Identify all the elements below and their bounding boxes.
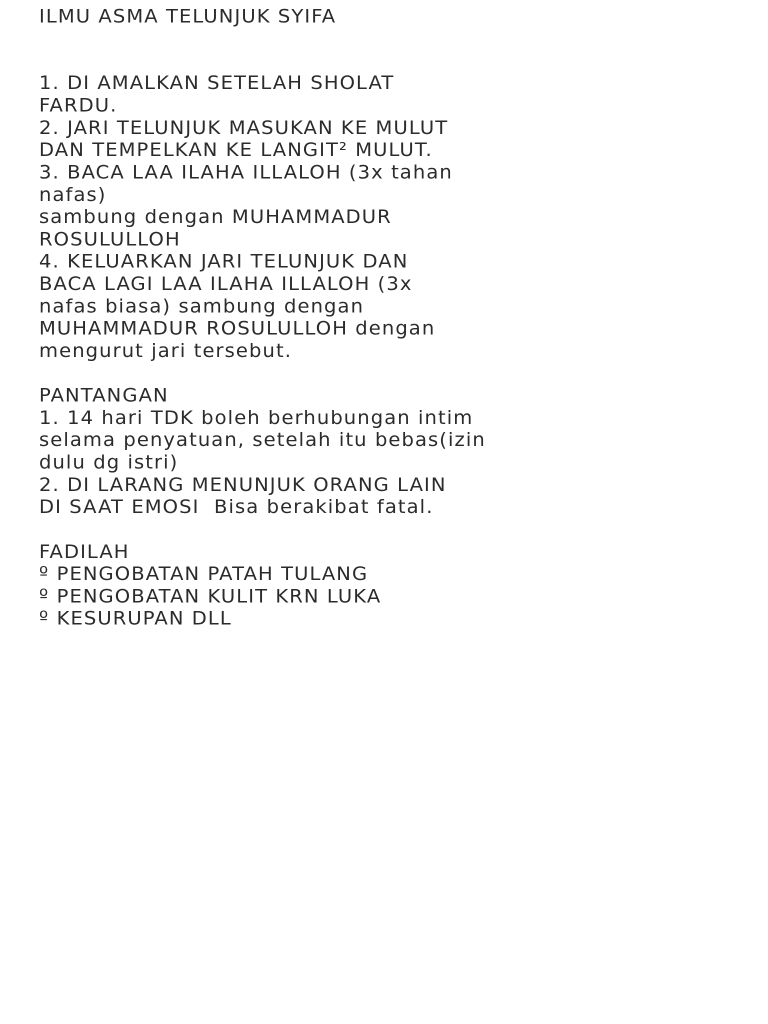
step-line: FARDU.: [39, 94, 118, 117]
pantangan-section: [39, 384, 738, 518]
step-line: BACA LAGI LAA ILAHA ILLALOH (3x: [39, 272, 413, 295]
section-gap: [39, 518, 738, 540]
fadilah-line: º PENGOBATAN KULIT KRN LUKA: [39, 584, 382, 608]
fadilah-line: º KESURUPAN DLL: [39, 607, 232, 630]
pantangan-line: 1. 14 hari TDK boleh berhubungan intim: [39, 406, 474, 429]
document-title: ILMU ASMA TELUNJUK SYIFA: [39, 4, 337, 28]
pantangan-heading: PANTANGAN: [39, 384, 169, 407]
steps-section: [39, 72, 738, 362]
fadilah-heading: FADILAH: [39, 540, 130, 563]
step-line: ROSULULLOH: [39, 227, 181, 251]
step-line: sambung dengan MUHAMMADUR: [39, 205, 392, 228]
fadilah-section: [39, 540, 738, 629]
pantangan-line: DI SAAT EMOSI Bisa berakibat fatal.: [39, 495, 434, 518]
section-gap: [39, 362, 738, 384]
step-line: 2. JARI TELUNJUK MASUKAN KE MULUT: [39, 116, 449, 139]
pantangan-line: selama penyatuan, setelah itu bebas(izin: [39, 428, 486, 452]
step-line: 4. KELUARKAN JARI TELUNJUK DAN: [39, 250, 409, 273]
step-line: MUHAMMADUR ROSULULLOH dengan: [39, 317, 436, 340]
step-line: nafas biasa) sambung dengan: [39, 294, 365, 318]
step-line: nafas): [39, 183, 107, 206]
step-line: DAN TEMPELKAN KE LANGIT² MULUT.: [39, 138, 433, 162]
pantangan-line: dulu dg istri): [39, 451, 179, 474]
fadilah-line: º PENGOBATAN PATAH TULANG: [39, 562, 369, 585]
title-gap: [39, 27, 738, 72]
pantangan-line: 2. DI LARANG MENUNJUK ORANG LAIN: [39, 473, 447, 496]
step-line: 3. BACA LAA ILAHA ILLALOH (3x tahan: [39, 161, 453, 184]
step-line: mengurut jari tersebut.: [39, 339, 293, 362]
step-line: 1. DI AMALKAN SETELAH SHOLAT: [39, 71, 395, 95]
